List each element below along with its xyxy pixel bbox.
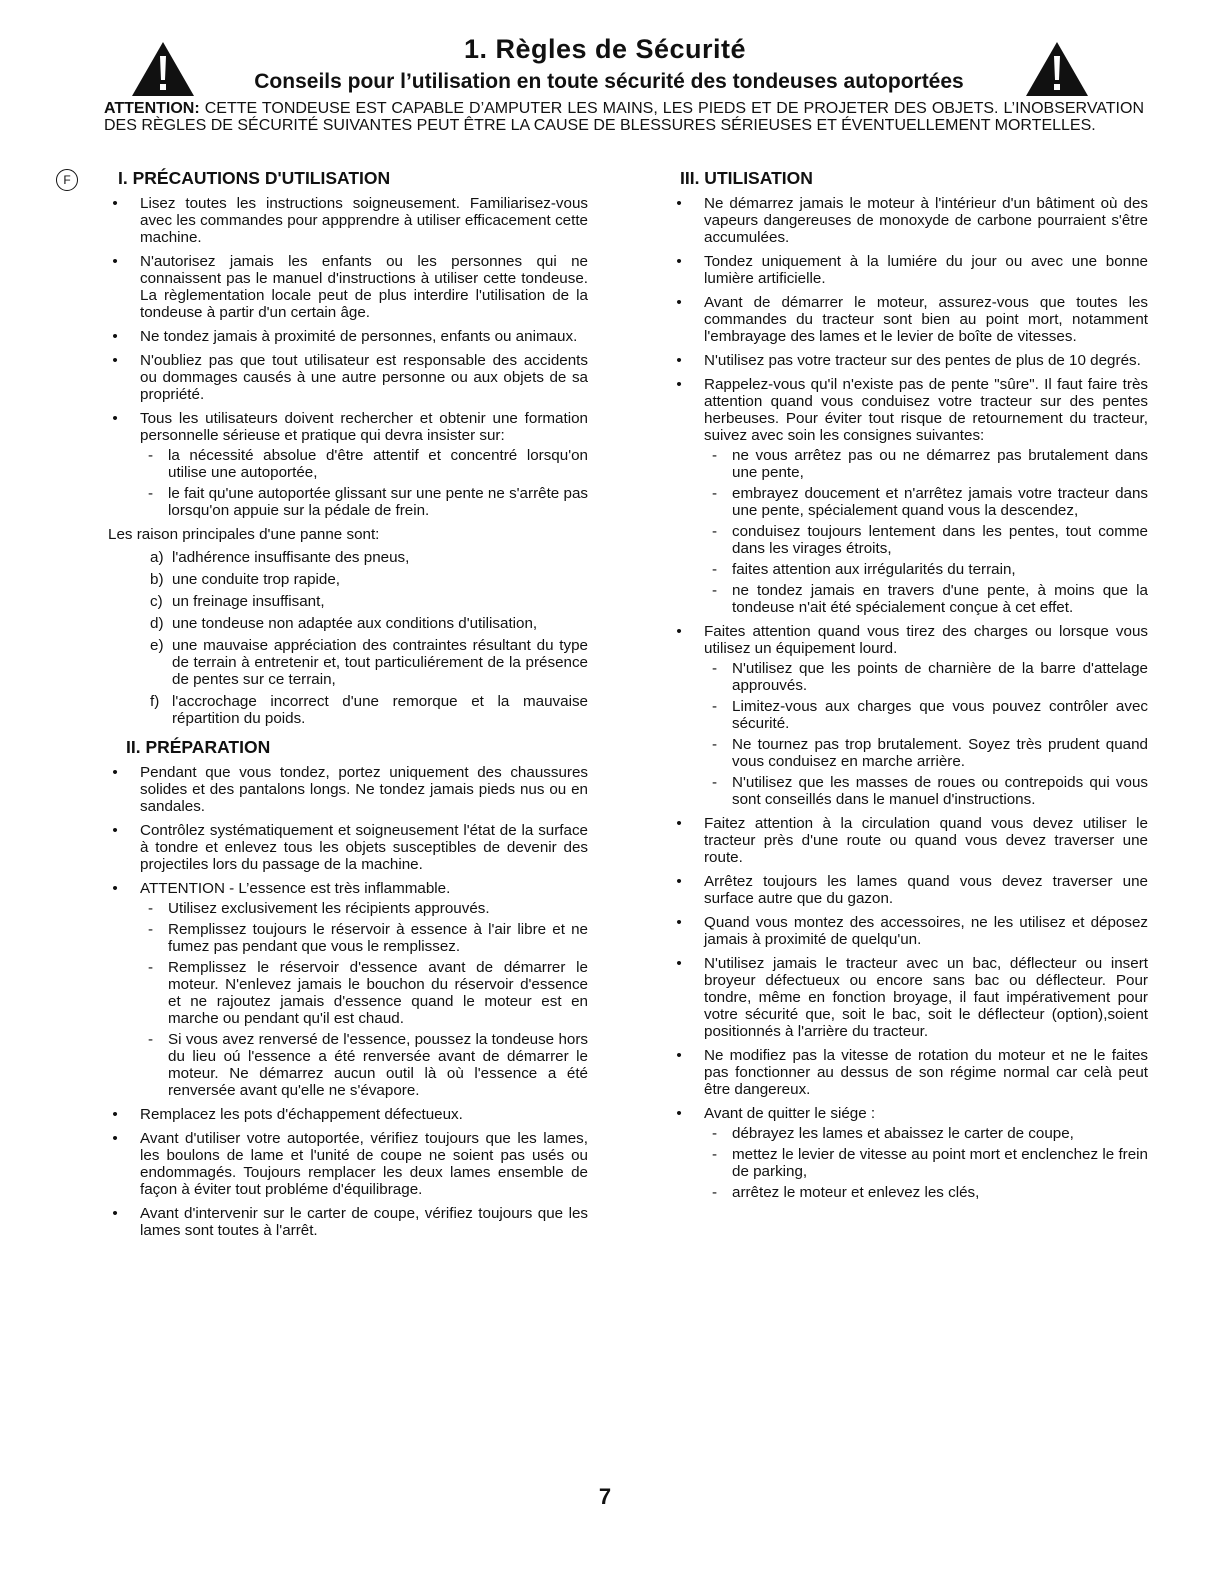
sub-item-text: conduisez toujours lentement dans les pentes, tout comme dans les virages étroits, — [732, 523, 1148, 557]
list-item-text: Remplacez les pots d'échappement défectueux. — [140, 1106, 463, 1123]
list-item-text: Avant d'utiliser votre autoportée, vérifiez toujours que les lames, les boulons de lame et l'unité de coupe ne soient pas usés ou endommagés. Toujours remplacer les deux lames ensemble de façon à éviter tout probléme d'équilibrage. — [140, 1130, 588, 1198]
sub-item: - N'utilisez que les masses de roues ou contrepoids qui vous sont conseillés dans le manuel d'instructions. — [712, 774, 1148, 808]
sub-item: - faites attention aux irrégularités du terrain, — [712, 561, 1016, 578]
right-column — [672, 170, 1148, 1208]
list-item: • Rappelez-vous qu'il n'existe pas de pente "sûre". Il faut faire très attention quand vous conduisez votre tracteur sur des pentes herbeuses. Pour éviter tout risque de retournement du tracteur, suivez avec soin les consignes suivantes: - ne vous arrêtez pas ou ne démarrez pas brutalement dans une pente, - embrayez doucement et n'arrêtez jamais votre tracteur dans une pente, spécialement quand vous la descendez, - conduisez toujours lentement dans les pentes, tout comme dans les virages étroits, - faites attention aux irrégularités du terrain, - ne tondez jamais en travers d'une pente, à moins que la tondeuse n'ait été spécialement conçue à cet effet. — [676, 376, 1148, 616]
list-item-text: une conduite trop rapide, — [172, 571, 341, 588]
list-item: • Ne modifiez pas la vitesse de rotation du moteur et ne le faites pas fonctionner au dessus de son régime normal car celà peut être dangereux. — [676, 1047, 1148, 1098]
sub-item-text: N'utilisez que les masses de roues ou contrepoids qui vous sont conseillés dans le manuel d'instructions. — [732, 774, 1148, 808]
list-item: • ATTENTION - L’essence est très inflammable. - Utilisez exclusivement les récipients approuvés. - Remplissez toujours le réservoir à essence à l'air libre et ne fumez pas pendant que vous le remplissez. - Remplissez le réservoir d'essence avant de démarrer le moteur. N'enlevez jamais le bouchon du réservoir d'essence et ne rajoutez jamais d'essence quand le moteur est en marche ou pendant qu'il est chaud. - Si vous avez renversé de l'essence, poussez la tondeuse hors du lieu oú l'essence a été renversée avant de démarrer le moteur. Ne démarrez aucun outil là où l'essence a été renversée avant qu'elle ne s'évapore. — [112, 880, 588, 1099]
list-item-text: N'utilisez pas votre tracteur sur des pentes de plus de 10 degrés. — [704, 352, 1141, 369]
sub-item: - Remplissez toujours le réservoir à essence à l'air libre et ne fumez pas pendant que vous le remplissez. — [148, 921, 588, 955]
sub-item-text: Limitez-vous aux charges que vous pouvez contrôler avec sécurité. — [732, 698, 1148, 732]
list-item-text: une tondeuse non adaptée aux conditions d'utilisation, — [172, 615, 538, 632]
list-item: • Contrôlez systématiquement et soigneusement l'état de la surface à tondre et enlevez tous les objets susceptibles de devenir des projectiles lors du passage de la machine. — [112, 822, 588, 873]
list-item-text: un freinage insuffisant, — [172, 593, 325, 610]
item-letter: a) — [150, 549, 164, 566]
list-item: • Avant d'intervenir sur le carter de coupe, vérifiez toujours que les lames sont toutes à l'arrêt. — [112, 1205, 588, 1239]
sub-item-text: Utilisez exclusivement les récipients approuvés. — [168, 900, 490, 917]
sub-item-text: Ne tournez pas trop brutalement. Soyez très prudent quand vous conduisez en marche arrière. — [732, 736, 1148, 770]
list-item-text: l'adhérence insuffisante des pneus, — [172, 549, 410, 566]
list-item-text: Pendant que vous tondez, portez uniquement des chaussures solides et des pantalons longs. Ne tondez jamais pieds nus ou en sandales. — [140, 764, 588, 815]
section-title: II. PRÉPARATION — [126, 737, 271, 757]
list-item: • Lisez toutes les instructions soigneusement. Familiarisez-vous avec les commandes pour appprendre à utiliser efficacement cette machine. — [112, 195, 588, 246]
sub-item-text: Remplissez le réservoir d'essence avant de démarrer le moteur. N'enlevez jamais le bouchon du réservoir d'essence et ne rajoutez jamais d'essence quand le moteur est en marche ou pendant qu'il est chaud. — [168, 959, 588, 1027]
bullet-list — [108, 195, 588, 519]
list-item: • Avant de quitter le siége : - débrayez les lames et abaissez le carter de coupe, - mettez le levier de vitesse au point mort et enclenchez le frein de parking, - arrêtez le moteur et enlevez les clés, — [676, 1105, 1148, 1201]
item-letter: d) — [150, 615, 164, 632]
bullet-list — [108, 764, 588, 1239]
sub-item: - conduisez toujours lentement dans les pentes, tout comme dans les virages étroits, — [712, 523, 1148, 557]
sub-item-text: arrêtez le moteur et enlevez les clés, — [732, 1184, 980, 1201]
causes-intro: Les raison principales d'une panne sont: — [108, 526, 380, 543]
item-letter: c) — [150, 593, 163, 610]
page-subtitle: Conseils pour l’utilisation en toute sécurité des tondeuses autoportées — [254, 70, 964, 93]
list-item — [108, 693, 588, 727]
sub-item-text: débrayez les lames et abaissez le carter de coupe, — [732, 1125, 1074, 1142]
list-item-text: une mauvaise appréciation des contraintes résultant du type de terrain à entretenir et, tout particuliérement de la présence de pentes sur ce terrain, — [172, 637, 588, 688]
section-heading — [108, 739, 588, 756]
sub-item: - ne tondez jamais en travers d'une pente, à moins que la tondeuse n'ait été spécialement conçue à cet effet. — [712, 582, 1148, 616]
list-item — [108, 549, 588, 566]
list-item-text: N'oubliez pas que tout utilisateur est responsable des accidents ou dommages causés à une autre personne ou aux objets de sa propriété. — [140, 352, 588, 403]
sub-item-text: N'utilisez que les points de charnière de la barre d'attelage approuvés. — [732, 660, 1148, 694]
dash-list — [140, 447, 588, 519]
item-letter: b) — [150, 571, 164, 588]
sub-item: - Si vous avez renversé de l'essence, poussez la tondeuse hors du lieu oú l'essence a été renversée avant de démarrer le moteur. Ne démarrez aucun outil là où l'essence a été renversée avant qu'elle ne s'évapore. — [148, 1031, 588, 1099]
list-item-text: ATTENTION - L’essence est très inflammable. — [140, 880, 451, 897]
dash-list — [704, 447, 1148, 616]
list-item — [108, 593, 588, 610]
sub-item: - mettez le levier de vitesse au point mort et enclenchez le frein de parking, — [712, 1146, 1148, 1180]
list-item-text: Tous les utilisateurs doivent rechercher et obtenir une formation personnelle sérieuse et pratique qui devra insister sur: — [140, 410, 588, 444]
sub-item: - Ne tournez pas trop brutalement. Soyez très prudent quand vous conduisez en marche arrière. — [712, 736, 1148, 770]
sub-item: - débrayez les lames et abaissez le carter de coupe, — [712, 1125, 1074, 1142]
section-title: I. PRÉCAUTIONS D'UTILISATION — [118, 168, 391, 188]
sub-item-text: ne tondez jamais en travers d'une pente, à moins que la tondeuse n'ait été spécialement conçue à cet effet. — [732, 582, 1148, 616]
item-letter: e) — [150, 637, 164, 654]
section-title: III. UTILISATION — [680, 168, 813, 188]
language-badge: F — [56, 169, 78, 191]
sub-item-text: ne vous arrêtez pas ou ne démarrez pas brutalement dans une pente, — [732, 447, 1148, 481]
dash-list — [140, 900, 588, 1099]
list-item-text: Ne modifiez pas la vitesse de rotation du moteur et ne le faites pas fonctionner au dessus de son régime normal car celà peut être dangereux. — [704, 1047, 1148, 1098]
list-item-text: Rappelez-vous qu'il n'existe pas de pente "sûre". Il faut faire très attention quand vous conduisez votre tracteur sur des pentes herbeuses. Pour éviter tout risque de retournement du tracteur, suivez avec soin les consignes suivantes: — [704, 376, 1148, 444]
list-item-text: Avant de démarrer le moteur, assurez-vous que toutes les commandes du tracteur sont bien au point mort, notamment l'embrayage des lames et le levier de boîte de vitesses. — [704, 294, 1148, 345]
page-title: 1. Règles de Sécurité — [463, 34, 747, 64]
list-item: • Quand vous montez des accessoires, ne les utilisez et déposez jamais à proximité de quelqu'un. — [676, 914, 1148, 948]
left-column — [63, 168, 588, 1246]
list-item-text: N'utilisez jamais le tracteur avec un bac, déflecteur ou insert broyeur défectueux ou encore sans bac ou déflecteur. Pour tondre, même en fonction broyage, il faut impérativement pour votre sécurité que, soit le bac, soit le déflecteur (option),soient positionnés à l'arrière du tracteur. — [704, 955, 1148, 1040]
sub-item: - Remplissez le réservoir d'essence avant de démarrer le moteur. N'enlevez jamais le bouchon du réservoir d'essence et ne rajoutez jamais d'essence quand le moteur est en marche ou pendant qu'il est chaud. — [148, 959, 588, 1027]
section-heading — [672, 170, 1148, 187]
list-item — [108, 615, 588, 632]
bullet-list — [672, 195, 1148, 1201]
list-item: • Arrêtez toujours les lames quand vous devez traverser une surface autre que du gazon. — [676, 873, 1148, 907]
list-item: • Remplacez les pots d'échappement défectueux. — [112, 1106, 463, 1123]
sub-item-text: mettez le levier de vitesse au point mort et enclenchez le frein de parking, — [732, 1146, 1148, 1180]
sub-item-text: faites attention aux irrégularités du terrain, — [732, 561, 1016, 578]
list-item-text: l'accrochage incorrect d'une remorque et la mauvaise répartition du poids. — [172, 693, 588, 727]
list-item: • Avant de démarrer le moteur, assurez-vous que toutes les commandes du tracteur sont bien au point mort, notamment l'embrayage des lames et le levier de boîte de vitesses. — [676, 294, 1148, 345]
sub-item-text: embrayez doucement et n'arrêtez jamais votre tracteur dans une pente, spécialement quand vous la descendez, — [732, 485, 1148, 519]
list-item: • Tous les utilisateurs doivent rechercher et obtenir une formation personnelle sérieuse et pratique qui devra insister sur: - la nécessité absolue d'être attentif et concentré lorsqu'on utilise une autoportée, - le fait qu'une autoportée glissant sur une pente ne s'arrête pas lorsqu'on appuie sur la pédale de frein. — [112, 410, 588, 519]
list-item-text: Arrêtez toujours les lames quand vous devez traverser une surface autre que du gazon. — [704, 873, 1148, 907]
list-item-text: Avant de quitter le siége : — [704, 1105, 876, 1122]
causes-list — [108, 549, 588, 727]
list-item-text: Faitez attention à la circulation quand vous devez utiliser le tracteur près d'une route ou quand vous devez traverser une route. — [704, 815, 1148, 866]
list-item-text: Ne tondez jamais à proximité de personnes, enfants ou animaux. — [140, 328, 578, 345]
sub-item-text: la nécessité absolue d'être attentif et concentré lorsqu'on utilise une autoportée, — [168, 447, 588, 481]
attention-warning — [104, 100, 1144, 134]
list-item — [108, 571, 588, 588]
sub-item: - arrêtez le moteur et enlevez les clés, — [712, 1184, 980, 1201]
item-letter: f) — [150, 693, 160, 710]
list-item-text: Faites attention quand vous tirez des charges ou lorsque vous utilisez un équipement lourd. — [704, 623, 1148, 657]
list-item: • Tondez uniquement à la lumiére du jour ou avec une bonne lumière artificielle. — [676, 253, 1148, 287]
list-item-text: Quand vous montez des accessoires, ne les utilisez et déposez jamais à proximité de quelqu'un. — [704, 914, 1148, 948]
sub-item-text: Remplissez toujours le réservoir à essence à l'air libre et ne fumez pas pendant que vous le remplissez. — [168, 921, 588, 955]
dash-list — [704, 1125, 1148, 1201]
list-item-text: Tondez uniquement à la lumiére du jour ou avec une bonne lumière artificielle. — [704, 253, 1148, 287]
list-item: • N'oubliez pas que tout utilisateur est responsable des accidents ou dommages causés à une autre personne ou aux objets de sa propriété. — [112, 352, 588, 403]
list-item: • N'utilisez pas votre tracteur sur des pentes de plus de 10 degrés. — [676, 352, 1141, 369]
list-item: • Ne tondez jamais à proximité de personnes, enfants ou animaux. — [112, 328, 578, 345]
list-item: • N'utilisez jamais le tracteur avec un bac, déflecteur ou insert broyeur défectueux ou encore sans bac ou déflecteur. Pour tondre, même en fonction broyage, il faut impérativement pour votre sécurité que, soit le bac, soit le déflecteur (option),soient positionnés à l'arrière du tracteur. — [676, 955, 1148, 1040]
list-item-text: Ne démarrez jamais le moteur à l'intérieur d'un bâtiment où des vapeurs dangereuses de monoxyde de carbone pourraient s'être accumulées. — [704, 195, 1148, 246]
page-number: 7 — [598, 1484, 612, 1509]
list-item-text: N'autorisez jamais les enfants ou les personnes qui ne connaissent pas le manuel d'instructions à utiliser cette tondeuse. La règlementation locale peut de plus interdire l'utilisation de la tondeuse à partir d'un certain âge. — [140, 253, 588, 321]
sub-item: - N'utilisez que les points de charnière de la barre d'attelage approuvés. — [712, 660, 1148, 694]
list-item: • Pendant que vous tondez, portez uniquement des chaussures solides et des pantalons longs. Ne tondez jamais pieds nus ou en sandales. — [112, 764, 588, 815]
sub-item-text: Si vous avez renversé de l'essence, poussez la tondeuse hors du lieu oú l'essence a été renversée avant de démarrer le moteur. Ne démarrez aucun outil là où l'essence a été renversée avant qu'elle ne s'évapore. — [168, 1031, 588, 1099]
attention-text: CETTE TONDEUSE EST CAPABLE D’AMPUTER LES MAINS, LES PIEDS ET DE PROJETER DES OBJETS. L’INOBSERVATION DES RÈGLES DE SÉCURITÉ SUIVANTES PEUT ÊTRE LA CAUSE DE BLESSURES SÉRIEUSES ET ÉVENTUELLEMENT MORTELLES. — [104, 100, 1144, 134]
sub-item: - la nécessité absolue d'être attentif et concentré lorsqu'on utilise une autoportée, — [148, 447, 588, 481]
sub-item: - embrayez doucement et n'arrêtez jamais votre tracteur dans une pente, spécialement quand vous la descendez, — [712, 485, 1148, 519]
dash-list — [704, 660, 1148, 808]
list-item-text: Contrôlez systématiquement et soigneusement l'état de la surface à tondre et enlevez tous les objets susceptibles de devenir des projectiles lors du passage de la machine. — [140, 822, 588, 873]
list-item: • Ne démarrez jamais le moteur à l'intérieur d'un bâtiment où des vapeurs dangereuses de monoxyde de carbone pourraient s'être accumulées. — [676, 195, 1148, 246]
list-item: • Avant d'utiliser votre autoportée, vérifiez toujours que les lames, les boulons de lame et l'unité de coupe ne soient pas usés ou endommagés. Toujours remplacer les deux lames ensemble de façon à éviter tout probléme d'équilibrage. — [112, 1130, 588, 1198]
sub-item: - ne vous arrêtez pas ou ne démarrez pas brutalement dans une pente, — [712, 447, 1148, 481]
section-heading — [63, 168, 588, 188]
list-item — [108, 637, 588, 688]
list-item: • Faitez attention à la circulation quand vous devez utiliser le tracteur près d'une route ou quand vous devez traverser une route. — [676, 815, 1148, 866]
list-item: • Faites attention quand vous tirez des charges ou lorsque vous utilisez un équipement lourd. - N'utilisez que les points de charnière de la barre d'attelage approuvés. - Limitez-vous aux charges que vous pouvez contrôler avec sécurité. - Ne tournez pas trop brutalement. Soyez très prudent quand vous conduisez en marche arrière. - N'utilisez que les masses de roues ou contrepoids qui vous sont conseillés dans le manuel d'instructions. — [676, 623, 1148, 808]
sub-item: - le fait qu'une autoportée glissant sur une pente ne s'arrête pas lorsqu'on appuie sur la pédale de frein. — [148, 485, 588, 519]
list-item: • N'autorisez jamais les enfants ou les personnes qui ne connaissent pas le manuel d'instructions à utiliser cette tondeuse. La règlementation locale peut de plus interdire l'utilisation de la tondeuse à partir d'un certain âge. — [112, 253, 588, 321]
sub-item: - Limitez-vous aux charges que vous pouvez contrôler avec sécurité. — [712, 698, 1148, 732]
attention-label: ATTENTION: — [104, 100, 200, 117]
sub-item: - Utilisez exclusivement les récipients approuvés. — [148, 900, 490, 917]
list-item-text: Avant d'intervenir sur le carter de coupe, vérifiez toujours que les lames sont toutes à l'arrêt. — [140, 1205, 588, 1239]
sub-item-text: le fait qu'une autoportée glissant sur une pente ne s'arrête pas lorsqu'on appuie sur la pédale de frein. — [168, 485, 588, 519]
list-item-text: Lisez toutes les instructions soigneusement. Familiarisez-vous avec les commandes pour appprendre à utiliser efficacement cette machine. — [140, 195, 588, 246]
